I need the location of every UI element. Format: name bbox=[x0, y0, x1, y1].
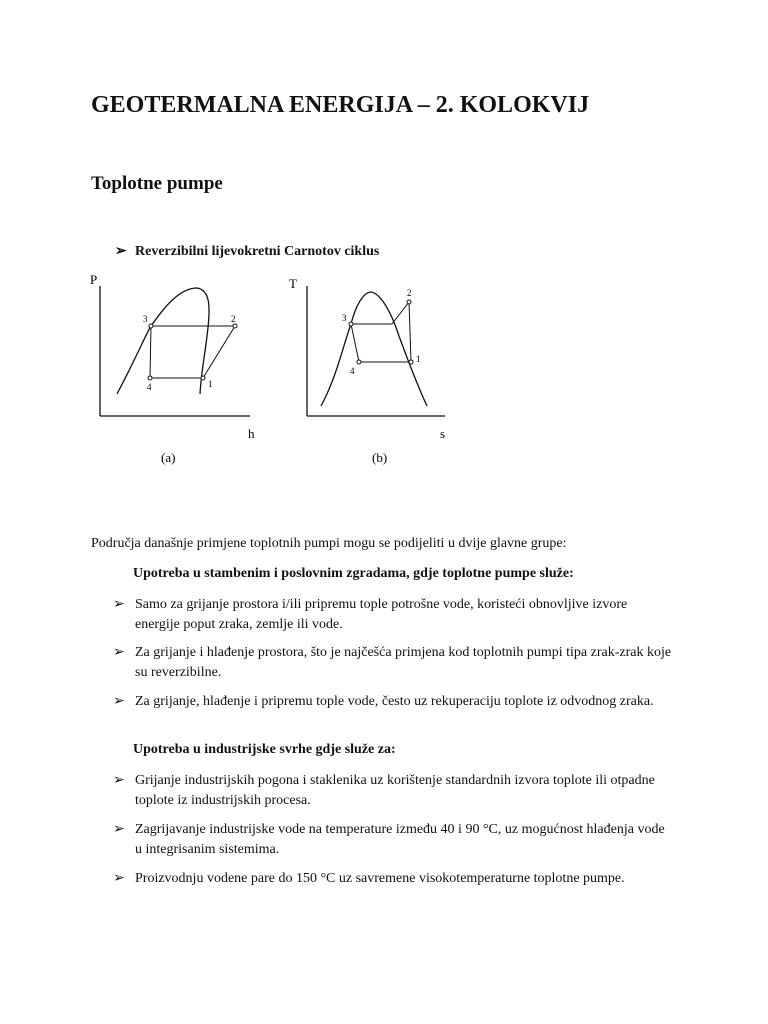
group-title-buildings: Upotreba u stambenim i poslovnim zgradama, gdje toplotne pumpe služe: bbox=[133, 566, 574, 581]
ts-label-2: 2 bbox=[407, 288, 412, 298]
ph-x-label: h bbox=[248, 426, 255, 441]
bullet-arrow-icon: ➢ bbox=[115, 244, 127, 259]
list-item bbox=[113, 869, 673, 889]
carnot-cycle-figure bbox=[85, 266, 465, 476]
ts-point-4 bbox=[357, 360, 361, 364]
bullet-arrow-icon: ➢ bbox=[113, 822, 125, 837]
cycle-heading bbox=[115, 243, 379, 260]
ph-cycle bbox=[150, 326, 235, 378]
ts-label-1: 1 bbox=[416, 354, 421, 364]
ph-label-2: 2 bbox=[231, 314, 236, 324]
ph-caption: (a) bbox=[161, 450, 176, 465]
ph-point-3 bbox=[149, 324, 153, 328]
ts-y-label: T bbox=[289, 276, 297, 291]
list-item-text: Proizvodnju vodene pare do 150 °C uz savremene visokotemperaturne toplotne pumpe. bbox=[135, 871, 625, 886]
ts-caption: (b) bbox=[372, 450, 388, 465]
ts-point-1 bbox=[409, 360, 413, 364]
ts-label-3: 3 bbox=[342, 313, 347, 323]
list-item-text: Grijanje industrijskih pogona i staklenika uz korištenje standardnih izvora toplote ili otpadne toplote iz industrijskih procesa. bbox=[135, 773, 655, 808]
ts-point-2 bbox=[407, 300, 411, 304]
ts-label-4: 4 bbox=[350, 366, 355, 376]
diagram-ph bbox=[90, 272, 255, 465]
ph-label-3: 3 bbox=[143, 314, 148, 324]
bullet-arrow-icon: ➢ bbox=[113, 871, 125, 886]
ph-label-1: 1 bbox=[208, 379, 213, 389]
ts-cycle bbox=[351, 302, 411, 362]
list-item bbox=[113, 643, 673, 683]
list-item bbox=[113, 692, 673, 712]
ph-point-2 bbox=[233, 324, 237, 328]
ph-point-1 bbox=[201, 376, 205, 380]
list-item-text: Samo za grijanje prostora i/ili pripremu tople potrošne vode, koristeći obnovljive izvore energije poput zraka, zemlje ili vode. bbox=[135, 597, 628, 632]
list-item bbox=[113, 595, 673, 635]
cycle-heading-text: Reverzibilni lijevokretni Carnotov ciklus bbox=[135, 244, 380, 259]
ph-point-4 bbox=[148, 376, 152, 380]
list-item-text: Za grijanje i hlađenje prostora, što je najčešća primjena kod toplotnih pumpi tipa zrak-zrak koje su reverzibilne. bbox=[135, 645, 672, 680]
carnot-diagrams bbox=[85, 266, 465, 471]
ts-x-label: s bbox=[440, 426, 446, 441]
bullet-arrow-icon: ➢ bbox=[113, 597, 125, 612]
ph-y-label: P bbox=[90, 272, 98, 287]
document-title: GEOTERMALNA ENERGIJA – 2. KOLOKVIJ bbox=[91, 92, 590, 118]
group-title-industry: Upotreba u industrijske svrhe gdje služe za: bbox=[133, 742, 396, 757]
list-item bbox=[113, 771, 673, 811]
section-title: Toplotne pumpe bbox=[91, 173, 223, 194]
ph-label-4: 4 bbox=[147, 382, 152, 392]
intro-paragraph: Područja današnje primjene toplotnih pumpi mogu se podijeliti u dvije glavne grupe: bbox=[91, 536, 567, 551]
bullet-arrow-icon: ➢ bbox=[113, 773, 125, 788]
list-item bbox=[113, 820, 673, 860]
list-item-text: Za grijanje, hlađenje i pripremu tople vode, često uz rekuperaciju toplote iz odvodnog zraka. bbox=[135, 694, 654, 709]
ts-saturation-dome bbox=[321, 292, 427, 406]
diagram-ts bbox=[289, 276, 445, 465]
bullet-arrow-icon: ➢ bbox=[113, 694, 125, 709]
ts-point-3 bbox=[349, 322, 353, 326]
list-item-text: Zagrijavanje industrijske vode na temperature između 40 i 90 °C, uz mogućnost hlađenja vode u integrisanim sistemima. bbox=[135, 822, 665, 857]
bullet-arrow-icon: ➢ bbox=[113, 645, 125, 660]
